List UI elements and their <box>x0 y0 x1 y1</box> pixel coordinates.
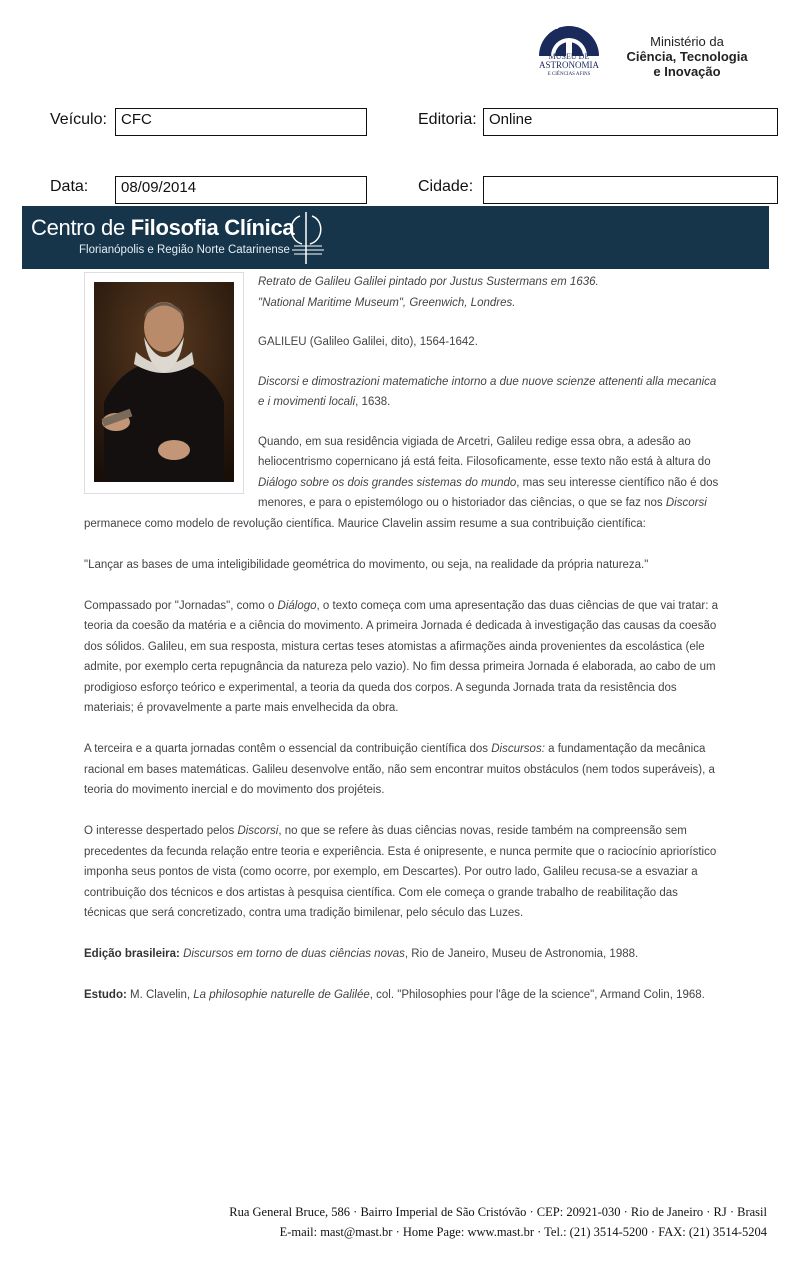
p2-c: , o texto começa com uma apresentação das duas ciências de que vai tratar: a teoria da coesão da matéria e a ciência do movimento. A primeira Jornada é dedicada à investigação das causas da coesão dos sólidos. Galileu, em sua resposta, mistura certas teses atomistas a afirmações ainda provenientes da escolástica (ele admite, por exemplo certa repugnância da natureza pelo vazio). No fim dessa primeira Jornada é elaborada, ao cabo de um prodigioso esforço teórico e experimental, a teoria da queda dos corpos. A segunda Jornada trata da resistência dos materiais; é provavelmente a parte mais envelhecida da obra. <box>84 599 718 714</box>
p1-d: Discorsi <box>665 497 707 509</box>
galileo-portrait-image <box>94 282 234 482</box>
ministry-line1: Ministério da <box>650 34 724 49</box>
p4-a: O interesse despertado pelos <box>84 825 238 837</box>
data-label: Data: <box>50 178 89 195</box>
book-year: , 1638. <box>355 396 391 408</box>
data-field[interactable]: 08/09/2014 <box>115 176 367 204</box>
footer-line2: E-mail: mast@mast.br · Home Page: www.mast.br · Tel.: (21) 3514-5200 · FAX: (21) 3514-5204 <box>279 1225 767 1239</box>
veiculo-label: Veículo: <box>50 111 107 128</box>
p4-c: , no que se refere às duas ciências novas, reside também na compreensão sem precedentes da fecunda relação entre teoria e experiência. Esta é onipresente, e nunca permite que o raciocínio apriorístico imponha seus pontos de vista (como ocorre, por exemplo, em Descartes). Por outro lado, Galileu recusa-se a esvaziar a contribuição dos técnicos e dos artistas à pesquisa científica. Com ele começa o grande trabalho de reabilitação das técnicas que será concretizado, contra uma tradição bimilenar, pelo século das Luzes. <box>84 825 717 919</box>
p3-c: a fundamentação da mecânica racional em bases matemáticas. Galileu desenvolve então, não sem encontrar muitos obstáculos (nem todos superáveis), a teoria do movimento inercial e do movimento dos projéteis. <box>84 743 715 796</box>
veiculo-field[interactable]: CFC <box>115 108 367 136</box>
banner-title-bold: Filosofia Clínica <box>130 215 295 240</box>
p1-e: permanece como modelo de revolução científica. Maurice Clavelin assim resume a sua contribuição científica: <box>84 517 646 530</box>
p1-a: Quando, em sua residência vigiada de Arcetri, Galileu redige essa obra, a adesão ao heliocentrismo copernicano já está feita. Filosoficamente, esse texto não está à altura do <box>258 435 711 468</box>
footer-address <box>229 1202 767 1242</box>
ministry-line3: e Inovação <box>653 64 721 79</box>
edition-label: Edição brasileira: <box>84 948 180 960</box>
paragraph-4 <box>84 821 720 924</box>
paragraph-3 <box>84 739 720 801</box>
banner-title <box>31 215 294 241</box>
editoria-label: Editoria: <box>418 111 477 128</box>
p3-a: A terceira e a quarta jornadas contêm o essencial da contribuição científica dos <box>84 743 492 755</box>
p1-c: , mas seu interesse científico não é dos menores, e para o epistemólogo ou o historiador das ciências, o que se faz nos <box>258 476 719 509</box>
psi-symbol-icon <box>282 210 330 266</box>
footer-line1: Rua General Bruce, 586 · Bairro Imperial de São Cristóvão · CEP: 20921-030 · Rio de Janeiro · RJ · Brasil <box>229 1205 767 1219</box>
paragraph-2 <box>84 596 720 719</box>
edition-rest: , Rio de Janeiro, Museu de Astronomia, 1988. <box>404 948 639 960</box>
filosofia-clinica-banner <box>22 206 769 269</box>
ministry-line2: Ciência, Tecnologia <box>626 49 748 64</box>
p1-b: Diálogo sobre os dois grandes sistemas do mundo <box>258 476 517 489</box>
edition-paragraph <box>84 944 720 965</box>
caption-line1: Retrato de Galileu Galilei pintado por Justus Sustermans em 1636. <box>258 276 599 288</box>
banner-title-regular: Centro de <box>31 215 131 240</box>
cidade-label: Cidade: <box>418 178 474 195</box>
edition-title: Discursos em torno de duas ciências novas <box>179 948 405 960</box>
p3-b: Discursos: <box>491 743 545 755</box>
banner-subtitle: Florianópolis e Região Norte Catarinense <box>79 244 290 256</box>
p4-b: Discorsi <box>237 825 279 837</box>
study-label: Estudo: <box>84 989 127 1001</box>
museum-logo-line2: ASTRONOMIA <box>538 60 599 70</box>
museum-logo-line3: E CIÊNCIAS AFINS <box>547 72 591 77</box>
portrait-frame <box>84 272 244 494</box>
study-paragraph <box>84 985 720 1006</box>
author-line: GALILEU (Galileo Galilei, dito), 1564-1642. <box>258 336 478 348</box>
quote-paragraph: "Lançar as bases de uma inteligibilidade geométrica do movimento, ou seja, na realidade da própria natureza." <box>84 558 649 571</box>
cidade-field[interactable] <box>483 176 778 204</box>
museum-logo-line1: MUSEU DE <box>548 52 590 61</box>
study-b: La philosophie naturelle de Galilée <box>193 989 370 1001</box>
p2-a: Compassado por "Jornadas", como o <box>84 599 278 612</box>
book-title-italic: Discorsi e dimostrazioni matematiche intorno a due nuove scienze attenenti alla mecanica e i movimenti locali <box>258 375 717 408</box>
p2-b: Diálogo <box>277 599 317 612</box>
museum-logo-text <box>533 52 605 79</box>
study-c: , col. "Philosophies pour l'âge de la science", Armand Colin, 1968. <box>369 989 705 1001</box>
ministry-logo <box>612 34 762 79</box>
study-a: M. Clavelin, <box>126 989 194 1001</box>
article-body <box>84 272 720 1026</box>
caption-line2: "National Maritime Museum", Greenwich, Londres. <box>258 296 516 309</box>
editoria-field[interactable]: Online <box>483 108 778 136</box>
